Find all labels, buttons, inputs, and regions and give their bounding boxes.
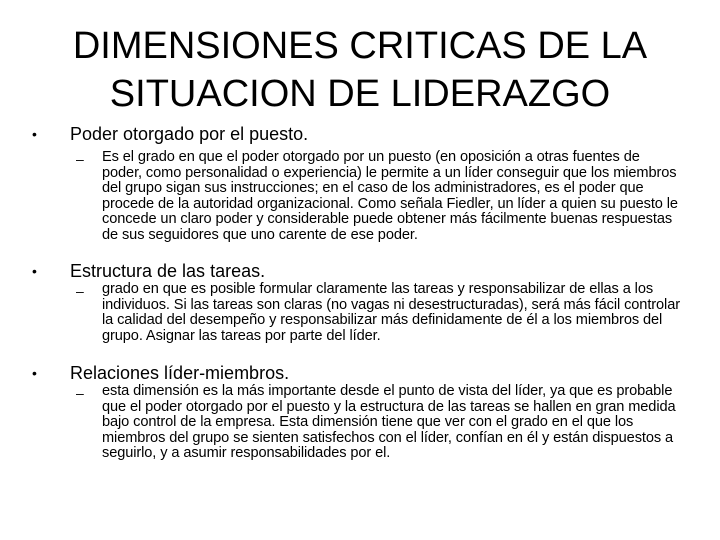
bullet-label: Estructura de las tareas.	[70, 261, 266, 281]
bullet-label: Poder otorgado por el puesto.	[70, 124, 309, 144]
sub-bullet-marker: –	[76, 385, 84, 401]
title-line-1: DIMENSIONES CRITICAS DE LA	[72, 25, 648, 67]
sub-bullet-marker: –	[76, 151, 84, 167]
sub-bullet-text: Es el grado en que el poder otorgado por un puesto (en oposición a otras fuentes de poder, como personalidad o experiencia) le permite a un líder conseguir que los miembros del grupo sigan sus instrucciones; en el caso de los administradores, es el poder que procede de la autoridad organizacional. Como señala Fiedler, un líder a quien su puesto le concede un claro poder y considerable puede obtener más fácilmente buenas respuestas de sus seguidores que uno carente de ese poder.	[102, 149, 678, 243]
sub-bullet-text: grado en que es posible formular claramente las tareas y responsabilizar de ellas a los individuos. Si las tareas son claras (no vagas ni desestructuradas), será más fácil controlar la calidad del desempeño y responsabilizar más definidamente de él a los miembros del grupo. Asignar las tareas por parte del líder.	[102, 281, 680, 344]
bullet-marker: •	[32, 263, 37, 279]
sub-bullet-marker: –	[76, 283, 84, 299]
sub-bullet-text: esta dimensión es la más importante desde el punto de vista del líder, ya que es probable que el poder otorgado por el puesto y la estructura de las tareas se hallen en gran medida bajo control de la empresa. Esta dimensión tiene que ver con el grado en el que los miembros del grupo se sienten satisfechos con el líder, confían en él y están dispuestos a seguirlo, y a asumir responsabilidades por el.	[102, 383, 676, 462]
bullet-label: Relaciones líder-miembros.	[70, 363, 290, 383]
slide-title	[30, 22, 690, 118]
title-line-2: SITUACION DE LIDERAZGO	[109, 73, 611, 115]
bullet-marker: •	[32, 126, 37, 142]
bullet-marker: •	[32, 365, 37, 381]
